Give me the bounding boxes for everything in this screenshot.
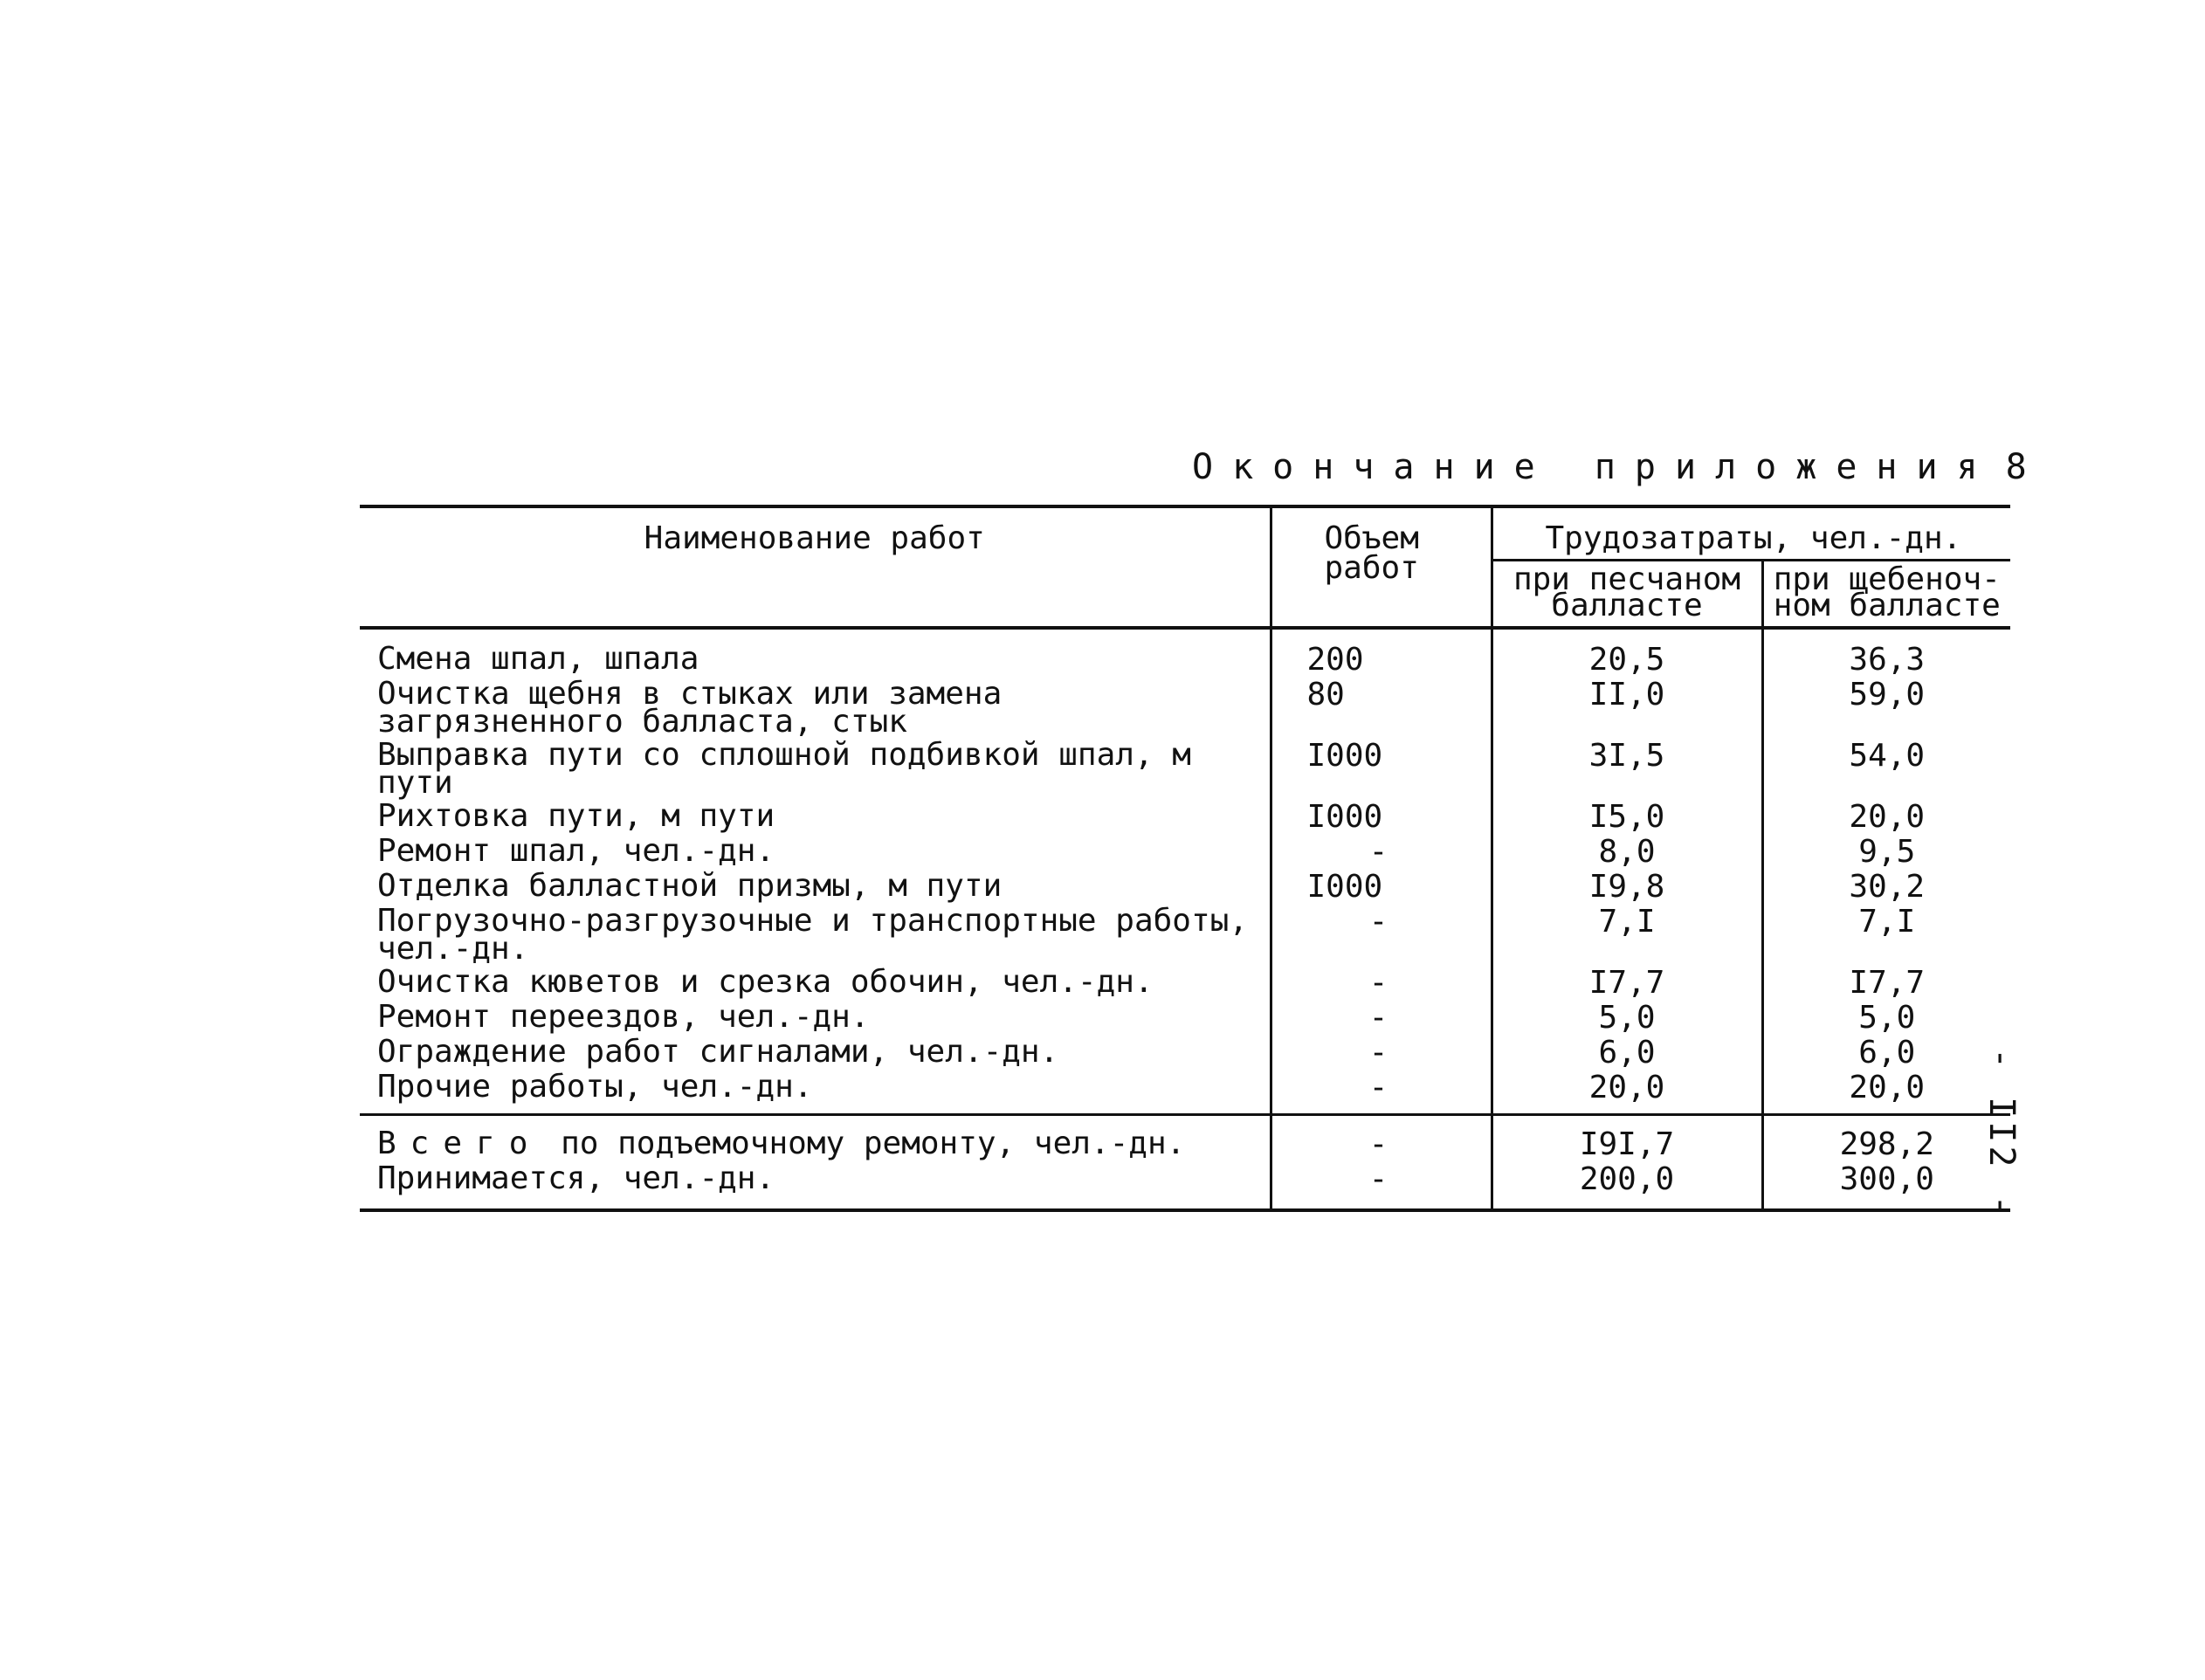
work-name: Отделка балластной призмы, м пути	[360, 870, 1271, 905]
work-volume: I000	[1271, 800, 1492, 835]
table-body	[360, 628, 2010, 1115]
table-row	[360, 1071, 2010, 1115]
header-volume: Объем работ	[1271, 506, 1492, 628]
labor-sand: I7,7	[1492, 966, 1762, 1001]
total-gravel: 298,2	[1762, 1115, 2010, 1163]
accepted-sand: 200,0	[1492, 1162, 1762, 1210]
work-volume: 80	[1271, 678, 1492, 739]
work-volume: -	[1271, 905, 1492, 966]
accepted-gravel: 300,0	[1762, 1162, 2010, 1210]
labor-gravel: 59,0	[1849, 677, 1926, 713]
work-volume: -	[1271, 1001, 1492, 1036]
work-volume: -	[1271, 1071, 1492, 1115]
work-volume: I000	[1271, 739, 1492, 800]
labor-sand: I9,8	[1492, 870, 1762, 905]
totals-row	[360, 1115, 2010, 1163]
total-sand: I9I,7	[1492, 1115, 1762, 1163]
table-totals	[360, 1115, 2010, 1211]
appendix-caption-text: Окончание приложения	[1192, 447, 1997, 487]
work-volume: 200	[1271, 628, 1492, 678]
labor-sand: 20,0	[1492, 1071, 1762, 1115]
table-row	[360, 800, 2010, 835]
table-header	[360, 506, 2010, 628]
work-name: Ограждение работ сигналами, чел.-дн.	[360, 1036, 1271, 1071]
labor-gravel: 6,0	[1858, 1035, 1916, 1071]
labor-gravel: 7,I	[1858, 904, 1916, 940]
totals-row	[360, 1162, 2010, 1210]
work-name: Очистка кюветов и срезка обочин, чел.-дн.	[360, 966, 1271, 1001]
labor-gravel: 9,5	[1858, 834, 1916, 870]
labor-sand: 7,I	[1492, 905, 1762, 966]
page-number: - II2 -	[1981, 1048, 2022, 1220]
table-row	[360, 835, 2010, 870]
header-gravel-ballast: при щебеноч-ном балласте	[1762, 561, 2010, 629]
labor-sand: 6,0	[1492, 1036, 1762, 1071]
labor-cost-table	[360, 505, 2010, 1212]
labor-gravel: 20,0	[1849, 1070, 1926, 1105]
labor-gravel: 36,3	[1849, 642, 1926, 678]
labor-gravel: 54,0	[1849, 738, 1926, 774]
total-prefix: Всего	[377, 1126, 542, 1161]
work-name: Прочие работы, чел.-дн.	[360, 1071, 1271, 1115]
accepted-volume: -	[1271, 1162, 1492, 1210]
appendix-number: 8	[2005, 447, 2027, 487]
header-work-name: Наименование работ	[360, 506, 1271, 628]
table-row	[360, 870, 2010, 905]
table-row	[360, 739, 2010, 800]
labor-sand: 8,0	[1492, 835, 1762, 870]
labor-gravel: 5,0	[1858, 1000, 1916, 1036]
labor-gravel: I7,7	[1849, 965, 1926, 1001]
labor-sand: 3I,5	[1492, 739, 1762, 800]
work-name: Ремонт переездов, чел.-дн.	[360, 1001, 1271, 1036]
table-row	[360, 1001, 2010, 1036]
table-row	[360, 1036, 2010, 1071]
table-row	[360, 678, 2010, 739]
header-labor-costs: Трудозатраты, чел.-дн.	[1492, 506, 2010, 561]
total-label: по подъемочному ремонту, чел.-дн.	[561, 1126, 1186, 1161]
work-name: Выправка пути со сплошной подбивкой шпал, м пути	[360, 739, 1271, 800]
work-volume: -	[1271, 966, 1492, 1001]
work-volume: -	[1271, 1036, 1492, 1071]
work-name: Погрузочно-разгрузочные и транспортные работы, чел.-дн.	[360, 905, 1271, 966]
table-row	[360, 905, 2010, 966]
labor-gravel: 20,0	[1849, 799, 1926, 835]
table-row	[360, 628, 2010, 678]
labor-sand: II,0	[1492, 678, 1762, 739]
labor-sand: 5,0	[1492, 1001, 1762, 1036]
table-row	[360, 966, 2010, 1001]
work-name: Ремонт шпал, чел.-дн.	[360, 835, 1271, 870]
work-name: Рихтовка пути, м пути	[360, 800, 1271, 835]
work-volume: I000	[1271, 870, 1492, 905]
header-sand-ballast: при песчаном балласте	[1492, 561, 1762, 629]
total-volume: -	[1271, 1115, 1492, 1163]
labor-sand: 20,5	[1492, 628, 1762, 678]
appendix-caption	[1192, 447, 2027, 487]
accepted-name: Принимается, чел.-дн.	[360, 1162, 1271, 1210]
work-name: Смена шпал, шпала	[360, 628, 1271, 678]
total-name	[360, 1115, 1271, 1163]
labor-sand: I5,0	[1492, 800, 1762, 835]
work-volume: -	[1271, 835, 1492, 870]
labor-gravel: 30,2	[1849, 869, 1926, 905]
work-name: Очистка щебня в стыках или замена загрязненного балласта, стык	[360, 678, 1271, 739]
